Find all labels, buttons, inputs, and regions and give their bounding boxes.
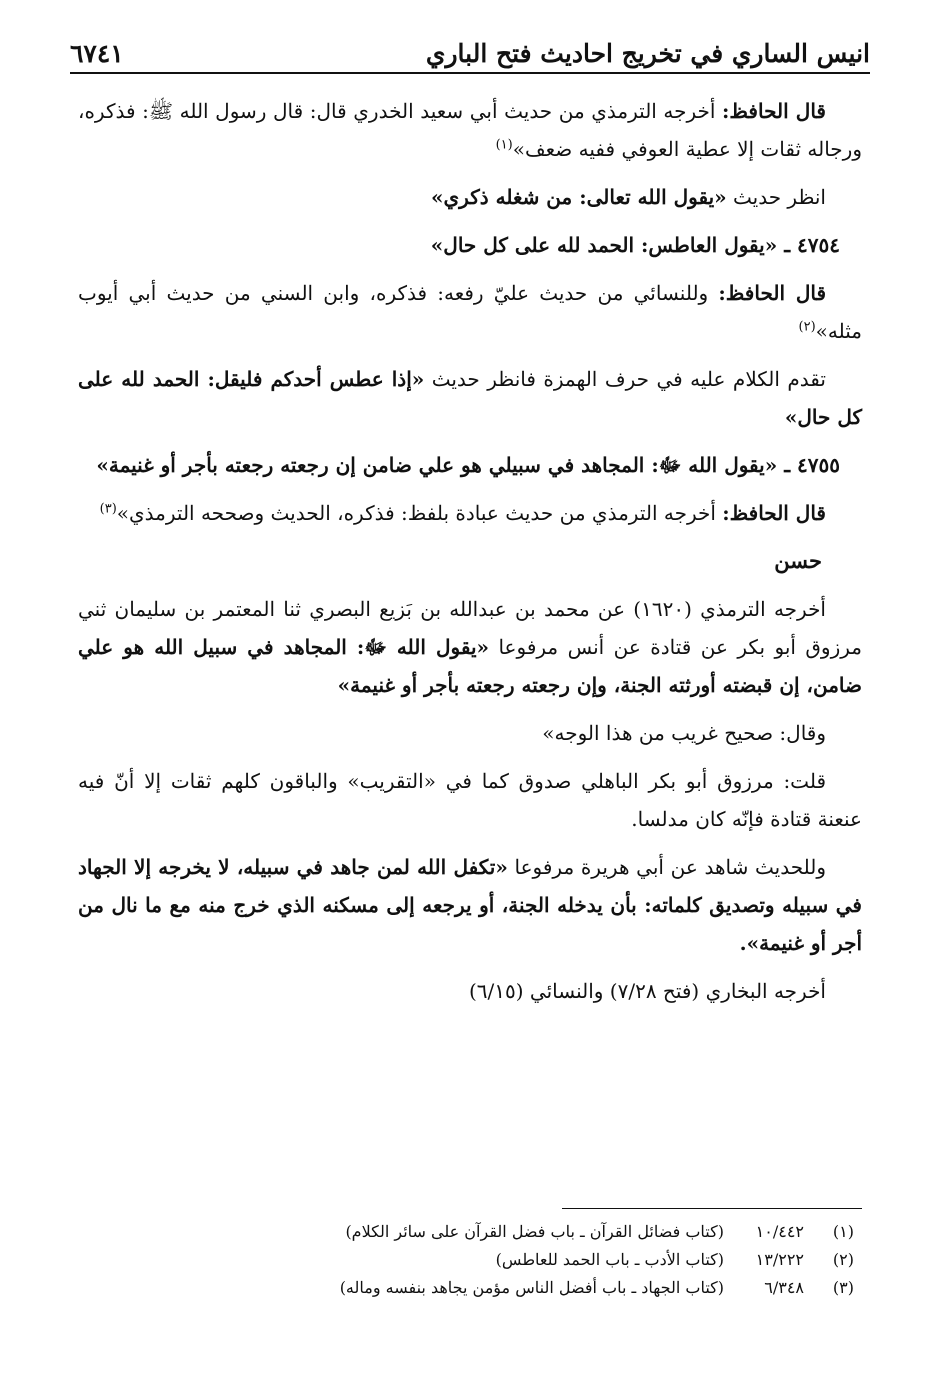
hafiz-label: قال الحافظ: bbox=[718, 281, 826, 305]
paragraph-hafiz-1 bbox=[78, 92, 862, 168]
paragraph-text: أخرجه الترمذي من حديث أبي سعيد الخدري قال: قال رسول الله ﷺ: فذكره، ورجاله ثقات إلا عطية العوفي ففيه ضعف» bbox=[78, 99, 862, 161]
hadith-quote: «يقول الله تعالى: من شغله ذكري» bbox=[431, 185, 727, 209]
paragraph-text: انظر حديث bbox=[726, 185, 826, 209]
footnote-1 bbox=[78, 1218, 862, 1246]
footnote-number: (٢) bbox=[832, 1250, 854, 1269]
footnote-marker: (٣) bbox=[99, 501, 117, 517]
footnote-divider bbox=[562, 1208, 862, 1209]
footnote-reference: ١٠/٤٤٢ bbox=[755, 1222, 804, 1241]
hadith-grade: حسن bbox=[774, 548, 822, 573]
paragraph-text: أخرجه الترمذي من حديث عبادة بلفظ: فذكره، الحديث وصححه الترمذي» bbox=[116, 501, 723, 525]
paragraph-hafiz-2 bbox=[78, 274, 862, 350]
paragraph-bukhari-ref: أخرجه البخاري (فتح ٧/٢٨) والنسائي (٦/١٥) bbox=[468, 979, 826, 1003]
running-title: انيس الساري في تخريج احاديث فتح الباري bbox=[425, 39, 870, 68]
footnote-text: (كتاب الأدب ـ باب الحمد للعاطس) bbox=[495, 1250, 724, 1269]
paragraph-previous-discussion bbox=[78, 360, 862, 436]
paragraph-tirmidhi-chain bbox=[78, 590, 862, 704]
page-body bbox=[78, 92, 862, 1020]
hadith-quote: «تكفل الله لمن جاهد في سبيله، لا يخرجه إلا الجهاد في سبيله وتصديق كلماته: بأن يدخله الجنة، أو يرجعه إلى مسكنه الذي خرج منه مع ما نال من أجر أو غنيمة». bbox=[78, 855, 862, 955]
hafiz-label: قال الحافظ: bbox=[722, 501, 826, 525]
footnote-text: (كتاب فضائل القرآن ـ باب فضل القرآن على سائر الكلام) bbox=[345, 1222, 724, 1241]
paragraph-text: وللنسائي من حديث عليّ رفعه: فذكره، وابن السني من حديث أبي أيوب مثله» bbox=[78, 281, 862, 343]
paragraph-text: أخرجه الترمذي (١٦٢٠) عن محمد بن عبدالله بن بَزيع البصري ثنا المعتمر بن سليمان ثني مرزوق أبو بكر عن قتادة عن أنس مرفوعا bbox=[78, 597, 862, 659]
footnotes bbox=[78, 1218, 862, 1302]
paragraph-tirmidhi-verdict: وقال: صحيح غريب من هذا الوجه» bbox=[542, 721, 826, 745]
paragraph-text: تقدم الكلام عليه في حرف الهمزة فانظر حديث bbox=[424, 367, 826, 391]
paragraph-see-hadith bbox=[78, 178, 862, 216]
hafiz-label: قال الحافظ: bbox=[722, 99, 826, 123]
footnote-reference: ٦/٣٤٨ bbox=[764, 1278, 804, 1297]
footnote-2 bbox=[78, 1246, 862, 1274]
footnote-marker: (١) bbox=[495, 137, 513, 153]
footnote-number: (٣) bbox=[832, 1278, 854, 1297]
page-number: ٦٧٤١ bbox=[70, 39, 124, 68]
hadith-quote: «إذا عطس أحدكم فليقل: الحمد لله على كل حال» bbox=[78, 367, 862, 429]
footnote-marker: (٢) bbox=[798, 319, 816, 335]
hadith-4754: ٤٧٥٤ ـ «يقول العاطس: الحمد لله على كل حال» bbox=[430, 233, 840, 257]
footnote-number: (١) bbox=[832, 1222, 854, 1241]
paragraph-text: وللحديث شاهد عن أبي هريرة مرفوعا bbox=[507, 855, 826, 879]
paragraph-hafiz-3 bbox=[78, 494, 862, 532]
page-header bbox=[70, 34, 870, 74]
paragraph-author-note: قلت: مرزوق أبو بكر الباهلي صدوق كما في «التقريب» والباقون كلهم ثقات إلا أنّ فيه عنعنة قتادة فإنّه كان مدلسا. bbox=[78, 769, 862, 831]
hadith-quote: «يقول الله ﷻ: المجاهد في سبيل الله هو علي ضامن، إن قبضته أورثته الجنة، وإن رجعته رجعته بأجر أو غنيمة» bbox=[78, 635, 862, 697]
footnote-text: (كتاب الجهاد ـ باب أفضل الناس مؤمن يجاهد بنفسه وماله) bbox=[339, 1278, 724, 1297]
paragraph-witness bbox=[78, 848, 862, 962]
hadith-4755: ٤٧٥٥ ـ «يقول الله ﷻ: المجاهد في سبيلي هو علي ضامن إن رجعته رجعته بأجر أو غنيمة» bbox=[96, 453, 840, 477]
footnote-3 bbox=[78, 1274, 862, 1302]
footnote-reference: ١٣/٢٢٢ bbox=[755, 1250, 804, 1269]
